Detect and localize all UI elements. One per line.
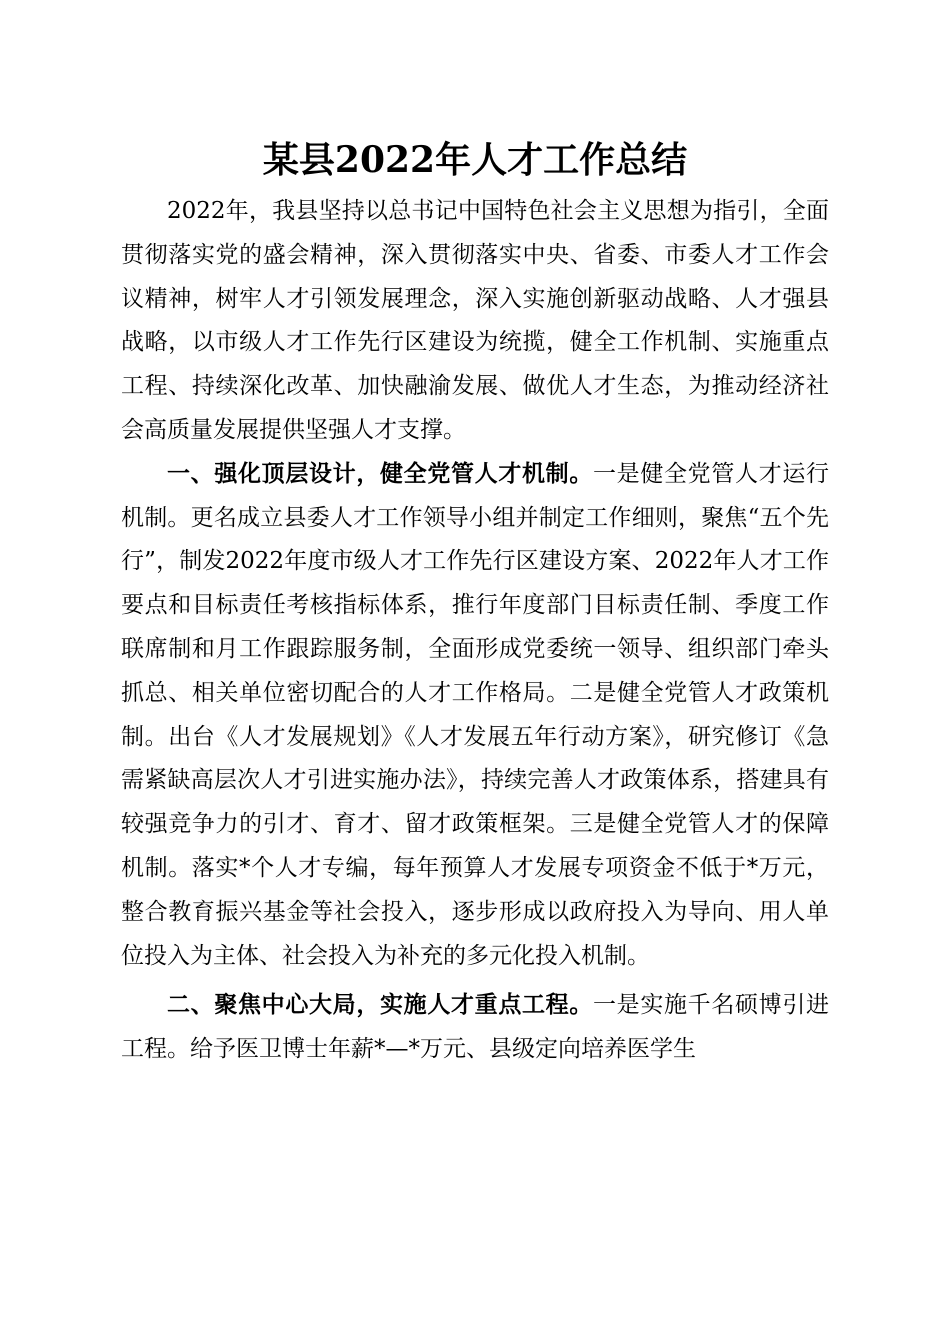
- document-body: [121, 190, 829, 1072]
- section-2-heading: 二、聚焦中心大局，实施人才重点工程。: [167, 992, 593, 1019]
- section-1-paragraph: [121, 453, 829, 979]
- section-1-heading: 一、强化顶层设计，健全党管人才机制。: [167, 460, 593, 487]
- section-1-text: 一是健全党管人才运行机制。更名成立县委人才工作领导小组并制定工作细则，聚焦“五个先行”，制发2022年度市级人才工作先行区建设方案、2022年人才工作要点和目标责任考核指标体系，推行年度部门目标责任制、季度工作联席制和月工作跟踪服务制，全面形成党委统一领导、组织部门牵头抓总、相关单位密切配合的人才工作格局。二是健全党管人才政策机制。出台《人才发展规划》《人才发展五年行动方案》，研究修订《急需紧缺高层次人才引进实施办法》，持续完善人才政策体系，搭建具有较强竞争力的引才、育才、留才政策框架。三是健全党管人才的保障机制。落实*个人才专编，每年预算人才发展专项资金不低于*万元，整合教育振兴基金等社会投入，逐步形成以政府投入为导向、用人单位投入为主体、社会投入为补充的多元化投入机制。: [121, 460, 830, 969]
- section-2-paragraph: [121, 984, 829, 1072]
- intro-paragraph: 2022年，我县坚持以总书记中国特色社会主义思想为指引，全面贯彻落实党的盛会精神，深入贯彻落实中央、省委、市委人才工作会议精神，树牢人才引领发展理念，深入实施创新驱动战略、人才强县战略，以市级人才工作先行区建设为统揽，健全工作机制、实施重点工程、持续深化改革、加快融渝发展、做优人才生态，为推动经济社会高质量发展提供坚强人才支撑。: [121, 198, 829, 443]
- document-title: 某县2022年人才工作总结: [262, 139, 688, 181]
- section-2-text: 一是实施千名硕博引进工程。给予医卫博士年薪*—*万元、县级定向培养医学生: [121, 992, 830, 1063]
